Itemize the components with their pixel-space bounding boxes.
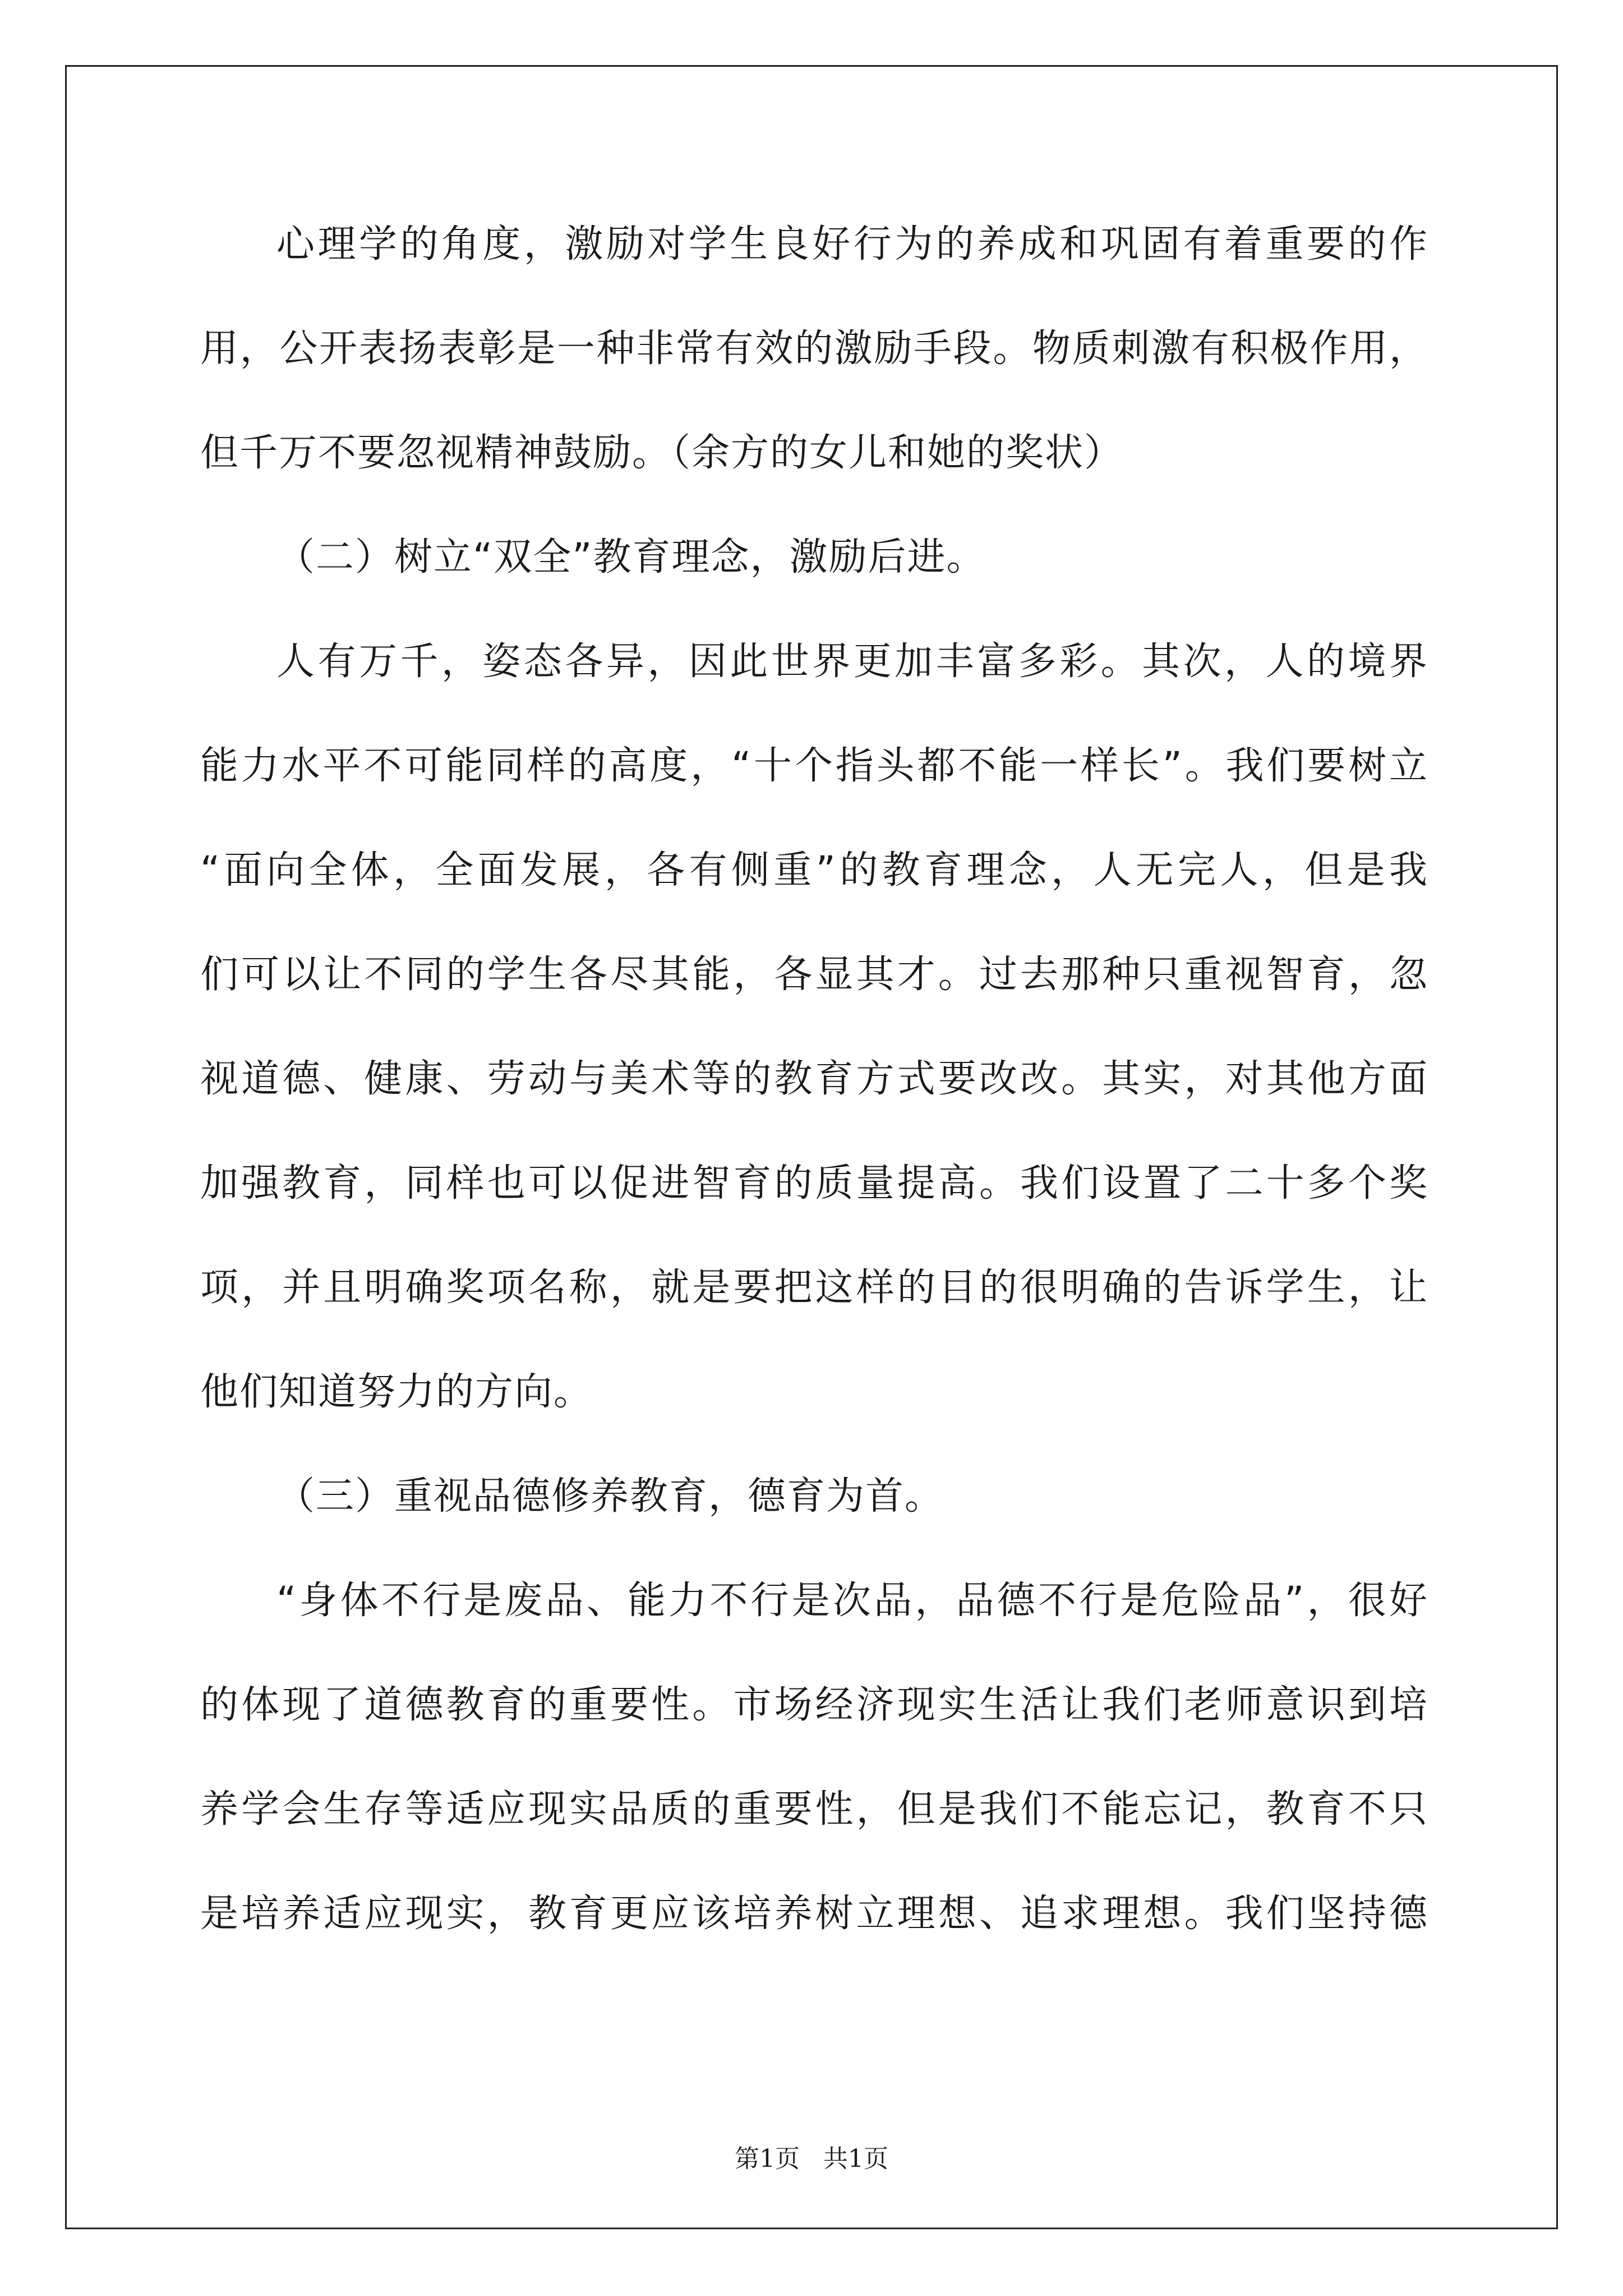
paragraph-line: “身体不行是废品、能力不行是次品，品德不行是危险品”，很好: [276, 1579, 1428, 1623]
page-number-current: 第1页: [735, 2145, 800, 2173]
paragraph-line: 养学会生存等适应现实品质的重要性，但是我们不能忘记，教育不只: [200, 1787, 1428, 1832]
page-footer: [0, 2138, 1623, 2174]
paragraph-line: 项，并且明确奖项名称，就是要把这样的目的很明确的告诉学生，让: [200, 1266, 1428, 1310]
paragraph-line: 的体现了道德教育的重要性。市场经济现实生活让我们老师意识到培: [200, 1683, 1428, 1727]
section-heading: （三）重视品德修养教育，德育为首。: [276, 1474, 944, 1519]
paragraph-line: 是培养适应现实，教育更应该培养树立理想、追求理想。我们坚持德: [200, 1892, 1428, 1936]
paragraph-line: “面向全体，全面发展，各有侧重”的教育理念，人无完人，但是我: [200, 848, 1428, 892]
paragraph-line: 人有万千，姿态各异，因此世界更加丰富多彩。其次，人的境界: [276, 639, 1428, 684]
paragraph-line: 视道德、健康、劳动与美术等的教育方式要改改。其实，对其他方面: [200, 1057, 1428, 1101]
paragraph-line: 但千万不要忽视精神鼓励。（余方的女儿和她的奖状）: [200, 431, 1124, 475]
paragraph-line: 能力水平不可能同样的高度，“十个指头都不能一样长”。我们要树立: [200, 744, 1428, 788]
section-heading: （二）树立“双全”教育理念，激励后进。: [276, 535, 986, 579]
paragraph-line: 加强教育，同样也可以促进智育的质量提高。我们设置了二十多个奖: [200, 1161, 1428, 1205]
paragraph-line: 用，公开表扬表彰是一种非常有效的激励手段。物质刺激有积极作用，: [200, 326, 1428, 371]
paragraph-line: 们可以让不同的学生各尽其能，各显其才。过去那种只重视智育，忽: [200, 953, 1428, 997]
paragraph-line: 他们知道努力的方向。: [200, 1370, 593, 1414]
page-number-total: 共1页: [823, 2145, 888, 2173]
paragraph-line: 心理学的角度，激励对学生良好行为的养成和巩固有着重要的作: [276, 222, 1428, 266]
document-body: [200, 213, 1428, 1987]
